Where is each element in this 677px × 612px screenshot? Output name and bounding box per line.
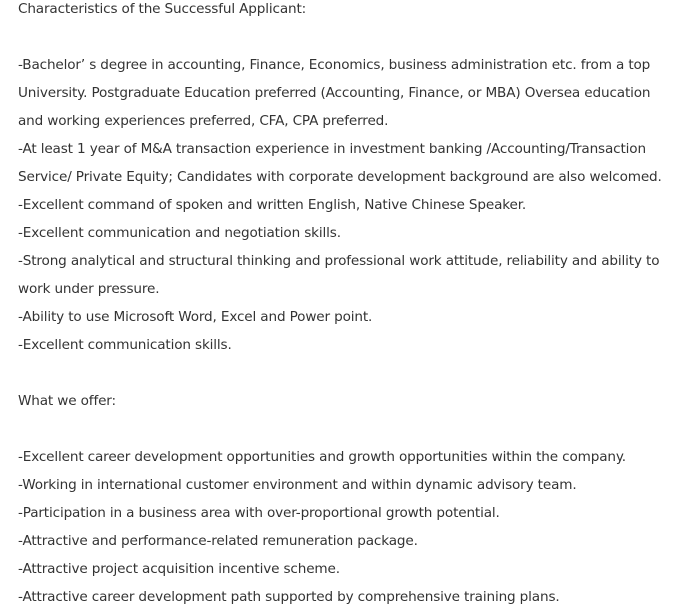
- requirement-line: and working experiences preferred, CFA, CPA preferred.: [18, 113, 389, 129]
- section-heading-offer: What we offer:: [18, 393, 116, 409]
- requirement-line: -Ability to use Microsoft Word, Excel and Power point.: [18, 309, 373, 325]
- offer-line: -Working in international customer environment and within dynamic advisory team.: [18, 477, 577, 493]
- requirement-line: -Bachelor’ s degree in accounting, Finance, Economics, business administration etc. from a top: [18, 57, 651, 73]
- requirement-line: -Strong analytical and structural thinking and professional work attitude, reliability and ability to: [18, 253, 660, 269]
- offer-line: -Participation in a business area with over-proportional growth potential.: [18, 505, 500, 521]
- section-heading-characteristics: Characteristics of the Successful Applicant:: [18, 1, 307, 17]
- blank-line: [18, 359, 677, 387]
- blank-line: [18, 23, 677, 51]
- requirement-line: Service/ Private Equity; Candidates with corporate development background are also welcomed.: [18, 169, 662, 185]
- requirement-line: work under pressure.: [18, 281, 160, 297]
- requirement-line: -Excellent communication skills.: [18, 337, 232, 353]
- blank-line: [18, 415, 677, 443]
- requirement-line: -At least 1 year of M&A transaction experience in investment banking /Accounting/Transaction: [18, 141, 646, 157]
- offer-line: -Attractive project acquisition incentive scheme.: [18, 561, 340, 577]
- offer-line: -Attractive and performance-related remuneration package.: [18, 533, 418, 549]
- requirement-line: -Excellent command of spoken and written English, Native Chinese Speaker.: [18, 197, 527, 213]
- requirement-line: University. Postgraduate Education preferred (Accounting, Finance, or MBA) Oversea education: [18, 85, 651, 101]
- requirement-line: -Excellent communication and negotiation skills.: [18, 225, 341, 241]
- offer-line: -Excellent career development opportunities and growth opportunities within the company.: [18, 449, 626, 465]
- offer-line: -Attractive career development path supported by comprehensive training plans.: [18, 589, 560, 605]
